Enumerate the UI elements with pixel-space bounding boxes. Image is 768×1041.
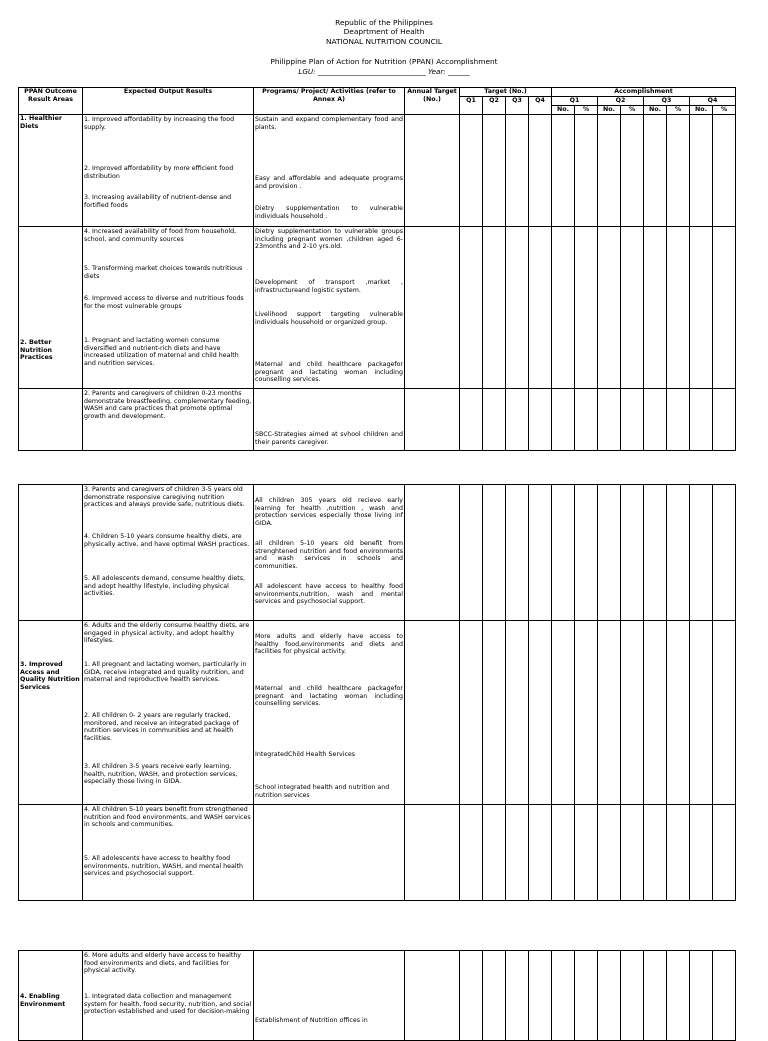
accomplishment-q4: Q4 [690, 97, 736, 106]
expected-output-cell [83, 115, 254, 227]
outcome-area-blank [19, 389, 83, 451]
target-cell[interactable] [529, 485, 552, 621]
target-q4: Q4 [529, 97, 552, 115]
accomplishment-cell[interactable] [690, 485, 713, 621]
annual-target-cell[interactable] [405, 227, 460, 389]
target-cell[interactable] [460, 485, 483, 621]
outcome-area-healthier-diets: 1. Healthier Diets [19, 115, 83, 227]
col-header-target: Target (No.) [460, 88, 552, 97]
expected-output-item: 4. Increased availability of food from household, school, and community sources [84, 228, 237, 243]
target-cell[interactable] [506, 485, 529, 621]
expected-output-item: 1. All pregnant and lactating women, particularly in GIDA, receive integrated and quality nutrition, and maternal and reproductive health services. [84, 661, 247, 684]
accomplishment-cell[interactable] [552, 485, 575, 621]
accomplishment-cell[interactable] [713, 951, 736, 1041]
target-q2: Q2 [483, 97, 506, 115]
col-header-programs: Programs/ Project/ Activities (refer to Annex A) [254, 88, 405, 115]
accomplishment-cell[interactable] [667, 805, 690, 901]
accomplishment-cell[interactable] [690, 621, 713, 805]
accomplishment-cell[interactable] [575, 485, 598, 621]
target-cell[interactable] [506, 805, 529, 901]
accomplishment-cell[interactable] [667, 951, 690, 1041]
accomplishment-cell[interactable] [690, 389, 713, 451]
accomplishment-q1: Q1 [552, 97, 598, 106]
table-row [19, 621, 736, 805]
program-item: SBCC-Strategies aimed at svhool children and their parents caregiver. [255, 431, 403, 446]
program-item: Establishment of Nutrition offices in [255, 1017, 368, 1024]
accomplishment-cell[interactable] [621, 227, 644, 389]
target-cell[interactable] [506, 227, 529, 389]
accomplishment-cell[interactable] [690, 227, 713, 389]
outcome-area-blank [19, 485, 83, 621]
accomplishment-cell[interactable] [575, 389, 598, 451]
lgu-year-line: LGU: ______________________________ Year: ______ [298, 67, 470, 76]
outcome-area-better-nutrition: 2. Better Nutrition Practices [19, 227, 83, 389]
program-item: All children 305 years old recieve early learning for health ,nutrition , wash and protection services especially those living inf GIDA. [255, 497, 403, 527]
accomplishment-cell[interactable] [644, 115, 667, 227]
accomplishment-cell[interactable] [713, 389, 736, 451]
expected-output-item: 5. All adolescents demand, consume healthy diets, and adopt healthy lifestyle, including physical activities. [84, 575, 245, 598]
header-line-council: NATIONAL NUTRITION COUNCIL [325, 36, 443, 46]
outcome-area-enabling-environment: 4. Enabling Environment [19, 951, 83, 1041]
table-row [19, 227, 736, 389]
expected-output-item: 1. Pregnant and lactating women consume diversified and nutrient-rich diets and have increased utilization of maternal and child health and nutrition services. [84, 337, 239, 367]
target-q1: Q1 [460, 97, 483, 115]
accomplishment-cell[interactable] [598, 951, 621, 1041]
accomplishment-cell[interactable] [644, 485, 667, 621]
annual-target-cell[interactable] [405, 951, 460, 1041]
target-cell[interactable] [529, 621, 552, 805]
programs-cell [254, 389, 405, 451]
accomplishment-cell[interactable] [552, 115, 575, 227]
accomplishment-cell[interactable] [575, 951, 598, 1041]
q1-no: No. [552, 106, 575, 115]
outcome-area-blank [19, 805, 83, 901]
program-item: Maternal and child healthcare packagefor pregnant and lactating woman including counselling services. [255, 685, 403, 708]
expected-output-item: 4. All children 5-10 years benefit from strengthened nutrition and food environments, and WASH services in schools and communities. [84, 806, 251, 829]
program-item: Maternal and child healthcare packagefor pregnant and lactating woman including counselling services. [255, 361, 403, 384]
col-header-accomplishment: Accomplishment [552, 88, 736, 97]
annual-target-cell[interactable] [405, 389, 460, 451]
accomplishment-cell[interactable] [667, 389, 690, 451]
expected-output-item: 1. Improved affordability by increasing the food supply. [84, 116, 235, 131]
program-item: Livelihood support targeting vulnerable individuals household or organized group. [255, 311, 403, 326]
accomplishment-cell[interactable] [598, 389, 621, 451]
accomplishment-cell[interactable] [552, 227, 575, 389]
expected-output-item: 5. All adolescents have access to healthy food environments, nutrition, WASH, and mental health services and psychosocial support. [84, 855, 244, 878]
document-header [0, 18, 768, 46]
expected-output-item: 5. Transforming market choices towards nutritious diets [84, 265, 243, 280]
program-item: All adolescent have access to healthy food environments,nutrition, wash and mental services and psychosocial support. [255, 583, 403, 606]
accomplishment-cell[interactable] [621, 115, 644, 227]
expected-output-item: 1. Integrated data collection and management system for health, food security, nutrition, and social protection established and used for decision-making [84, 993, 252, 1016]
expected-output-cell [83, 621, 254, 805]
expected-output-item: 6. Adults and the elderly consume healthy diets, are engaged in physical activity, and adopt healthy lifestyles. [84, 622, 250, 645]
target-cell[interactable] [460, 227, 483, 389]
expected-output-cell [83, 805, 254, 901]
target-cell[interactable] [506, 621, 529, 805]
accomplishment-cell[interactable] [690, 951, 713, 1041]
accomplishment-cell[interactable] [713, 805, 736, 901]
col-header-expected: Expected Output Results [83, 88, 254, 115]
accomplishment-cell[interactable] [713, 485, 736, 621]
expected-output-item: 3. Parents and caregivers of children 3-5 years old demonstrate responsive caregiving nutrition practices and always provide safe, nutritious diets. [84, 486, 245, 509]
accomplishment-cell[interactable] [552, 621, 575, 805]
accomplishment-cell[interactable] [552, 389, 575, 451]
accomplishment-cell[interactable] [575, 805, 598, 901]
accomplishment-cell[interactable] [552, 951, 575, 1041]
accomplishment-cell[interactable] [667, 485, 690, 621]
program-item: Dietry supplementation to vulnerable groups including pregnant women ,children aged 6-23months and 2-10 yrs.old. [255, 228, 403, 251]
program-item: IntegratedChild Health Services [255, 751, 356, 758]
target-cell[interactable] [460, 115, 483, 227]
header-line-republic: Republic of the Philippines [335, 18, 433, 27]
annual-target-cell[interactable] [405, 115, 460, 227]
expected-output-item: 2. Improved affordability by more efficient food distribution [84, 165, 234, 180]
target-cell[interactable] [483, 951, 506, 1041]
accomplishment-cell[interactable] [598, 485, 621, 621]
table-row [19, 485, 736, 621]
target-cell[interactable] [483, 227, 506, 389]
ppan-table-page-2 [18, 484, 736, 901]
program-item: School integrated health and nutrition and nutrition services [255, 784, 390, 799]
header-line-department: Deaprtment of Health [343, 27, 425, 37]
col-header-outcome: PPAN Outcome Result Areas [19, 88, 83, 115]
programs-cell [254, 227, 405, 389]
expected-output-item: 4. Children 5-10 years consume healthy diets, are physically active, and have optimal WASH practices. [84, 533, 250, 548]
expected-output-cell [83, 951, 254, 1041]
target-cell[interactable] [483, 389, 506, 451]
accomplishment-q3: Q3 [644, 97, 690, 106]
expected-output-cell [83, 485, 254, 621]
accomplishment-cell[interactable] [621, 951, 644, 1041]
accomplishment-cell[interactable] [598, 227, 621, 389]
accomplishment-cell[interactable] [644, 389, 667, 451]
accomplishment-cell[interactable] [690, 115, 713, 227]
accomplishment-cell[interactable] [667, 115, 690, 227]
accomplishment-cell[interactable] [713, 115, 736, 227]
expected-output-item: 3. Increasing availability of nutrient-dense and fortified foods [84, 194, 232, 209]
accomplishment-cell[interactable] [713, 227, 736, 389]
accomplishment-cell[interactable] [644, 227, 667, 389]
target-cell[interactable] [506, 389, 529, 451]
q4-pct: % [713, 106, 736, 115]
target-cell[interactable] [460, 805, 483, 901]
programs-cell [254, 805, 405, 901]
program-item: Development of transport ,market , infrastructureand logistic system. [255, 279, 403, 294]
target-cell[interactable] [529, 227, 552, 389]
expected-output-item: 6. More adults and elderly have access to healthy food environments and diets, and facilities for physical activity. [84, 952, 242, 975]
document-title: Philippine Plan of Action for Nutrition (PPAN) Accomplishment [270, 57, 498, 66]
expected-output-item: 3. All children 3-5 years receive early learning, health, nutrition, WASH, and protection services, especially those living in GIDA. [84, 763, 238, 786]
target-cell[interactable] [529, 115, 552, 227]
outcome-area-improved-access: 3. Improved Access and Quality Nutrition Services [19, 621, 83, 805]
program-item: Easy and affordable and adequate programs and provision . [255, 175, 403, 190]
target-cell[interactable] [529, 951, 552, 1041]
target-cell[interactable] [506, 951, 529, 1041]
accomplishment-cell[interactable] [598, 115, 621, 227]
accomplishment-cell[interactable] [598, 621, 621, 805]
accomplishment-cell[interactable] [667, 621, 690, 805]
expected-output-item: 6. Improved access to diverse and nutritious foods for the most vulnerable groups [84, 295, 244, 310]
program-item: Dietry supplementation to vulnerable individuals household . [255, 205, 403, 220]
accomplishment-cell[interactable] [644, 951, 667, 1041]
q2-pct: % [621, 106, 644, 115]
programs-cell [254, 621, 405, 805]
target-cell[interactable] [483, 805, 506, 901]
col-header-annual: Annual Target (No.) [405, 88, 460, 115]
target-cell[interactable] [460, 389, 483, 451]
q1-pct: % [575, 106, 598, 115]
table-row [19, 115, 736, 227]
accomplishment-q2: Q2 [598, 97, 644, 106]
target-cell[interactable] [483, 621, 506, 805]
accomplishment-cell[interactable] [552, 805, 575, 901]
target-cell[interactable] [506, 115, 529, 227]
table-row [19, 805, 736, 901]
expected-output-cell [83, 389, 254, 451]
table-row [19, 951, 736, 1041]
annual-target-cell[interactable] [405, 805, 460, 901]
target-cell[interactable] [483, 485, 506, 621]
accomplishment-cell[interactable] [575, 115, 598, 227]
annual-target-cell[interactable] [405, 621, 460, 805]
target-cell[interactable] [529, 389, 552, 451]
accomplishment-cell[interactable] [575, 227, 598, 389]
accomplishment-cell[interactable] [575, 621, 598, 805]
accomplishment-cell[interactable] [621, 485, 644, 621]
expected-output-item: 2. All children 0- 2 years are regularly tracked, monitored, and receive an integrated package of nutrition services in communities and at health facilities. [84, 712, 239, 742]
q4-no: No. [690, 106, 713, 115]
target-q3: Q3 [506, 97, 529, 115]
target-cell[interactable] [460, 621, 483, 805]
program-item: More adults and elderly have access to healthy food,environments and diets and facilities for physical activity. [255, 633, 403, 656]
programs-cell [254, 485, 405, 621]
expected-output-cell [83, 227, 254, 389]
ppan-table-page-3 [18, 950, 736, 1041]
target-cell[interactable] [483, 115, 506, 227]
programs-cell [254, 951, 405, 1041]
accomplishment-cell[interactable] [644, 805, 667, 901]
q3-no: No. [644, 106, 667, 115]
accomplishment-cell[interactable] [644, 621, 667, 805]
expected-output-item: 2. Parents and caregivers of children 0-23 months demonstrate breastfeeding, complementary feeding, WASH and care practices that promote optimal growth and development. [84, 390, 252, 420]
accomplishment-cell[interactable] [621, 389, 644, 451]
program-item: Sustain and expand complementary food and plants. [255, 116, 403, 131]
accomplishment-cell[interactable] [690, 805, 713, 901]
table-row [19, 389, 736, 451]
program-item: all children 5-10 years old benefit from strenghtened nutrition and food environments and wash services in schools and communities. [255, 540, 403, 570]
ppan-table-page-1 [18, 87, 736, 451]
q2-no: No. [598, 106, 621, 115]
accomplishment-cell[interactable] [713, 621, 736, 805]
accomplishment-cell[interactable] [621, 621, 644, 805]
target-cell[interactable] [529, 805, 552, 901]
accomplishment-cell[interactable] [621, 805, 644, 901]
target-cell[interactable] [460, 951, 483, 1041]
q3-pct: % [667, 106, 690, 115]
programs-cell [254, 115, 405, 227]
accomplishment-cell[interactable] [667, 227, 690, 389]
annual-target-cell[interactable] [405, 485, 460, 621]
accomplishment-cell[interactable] [598, 805, 621, 901]
